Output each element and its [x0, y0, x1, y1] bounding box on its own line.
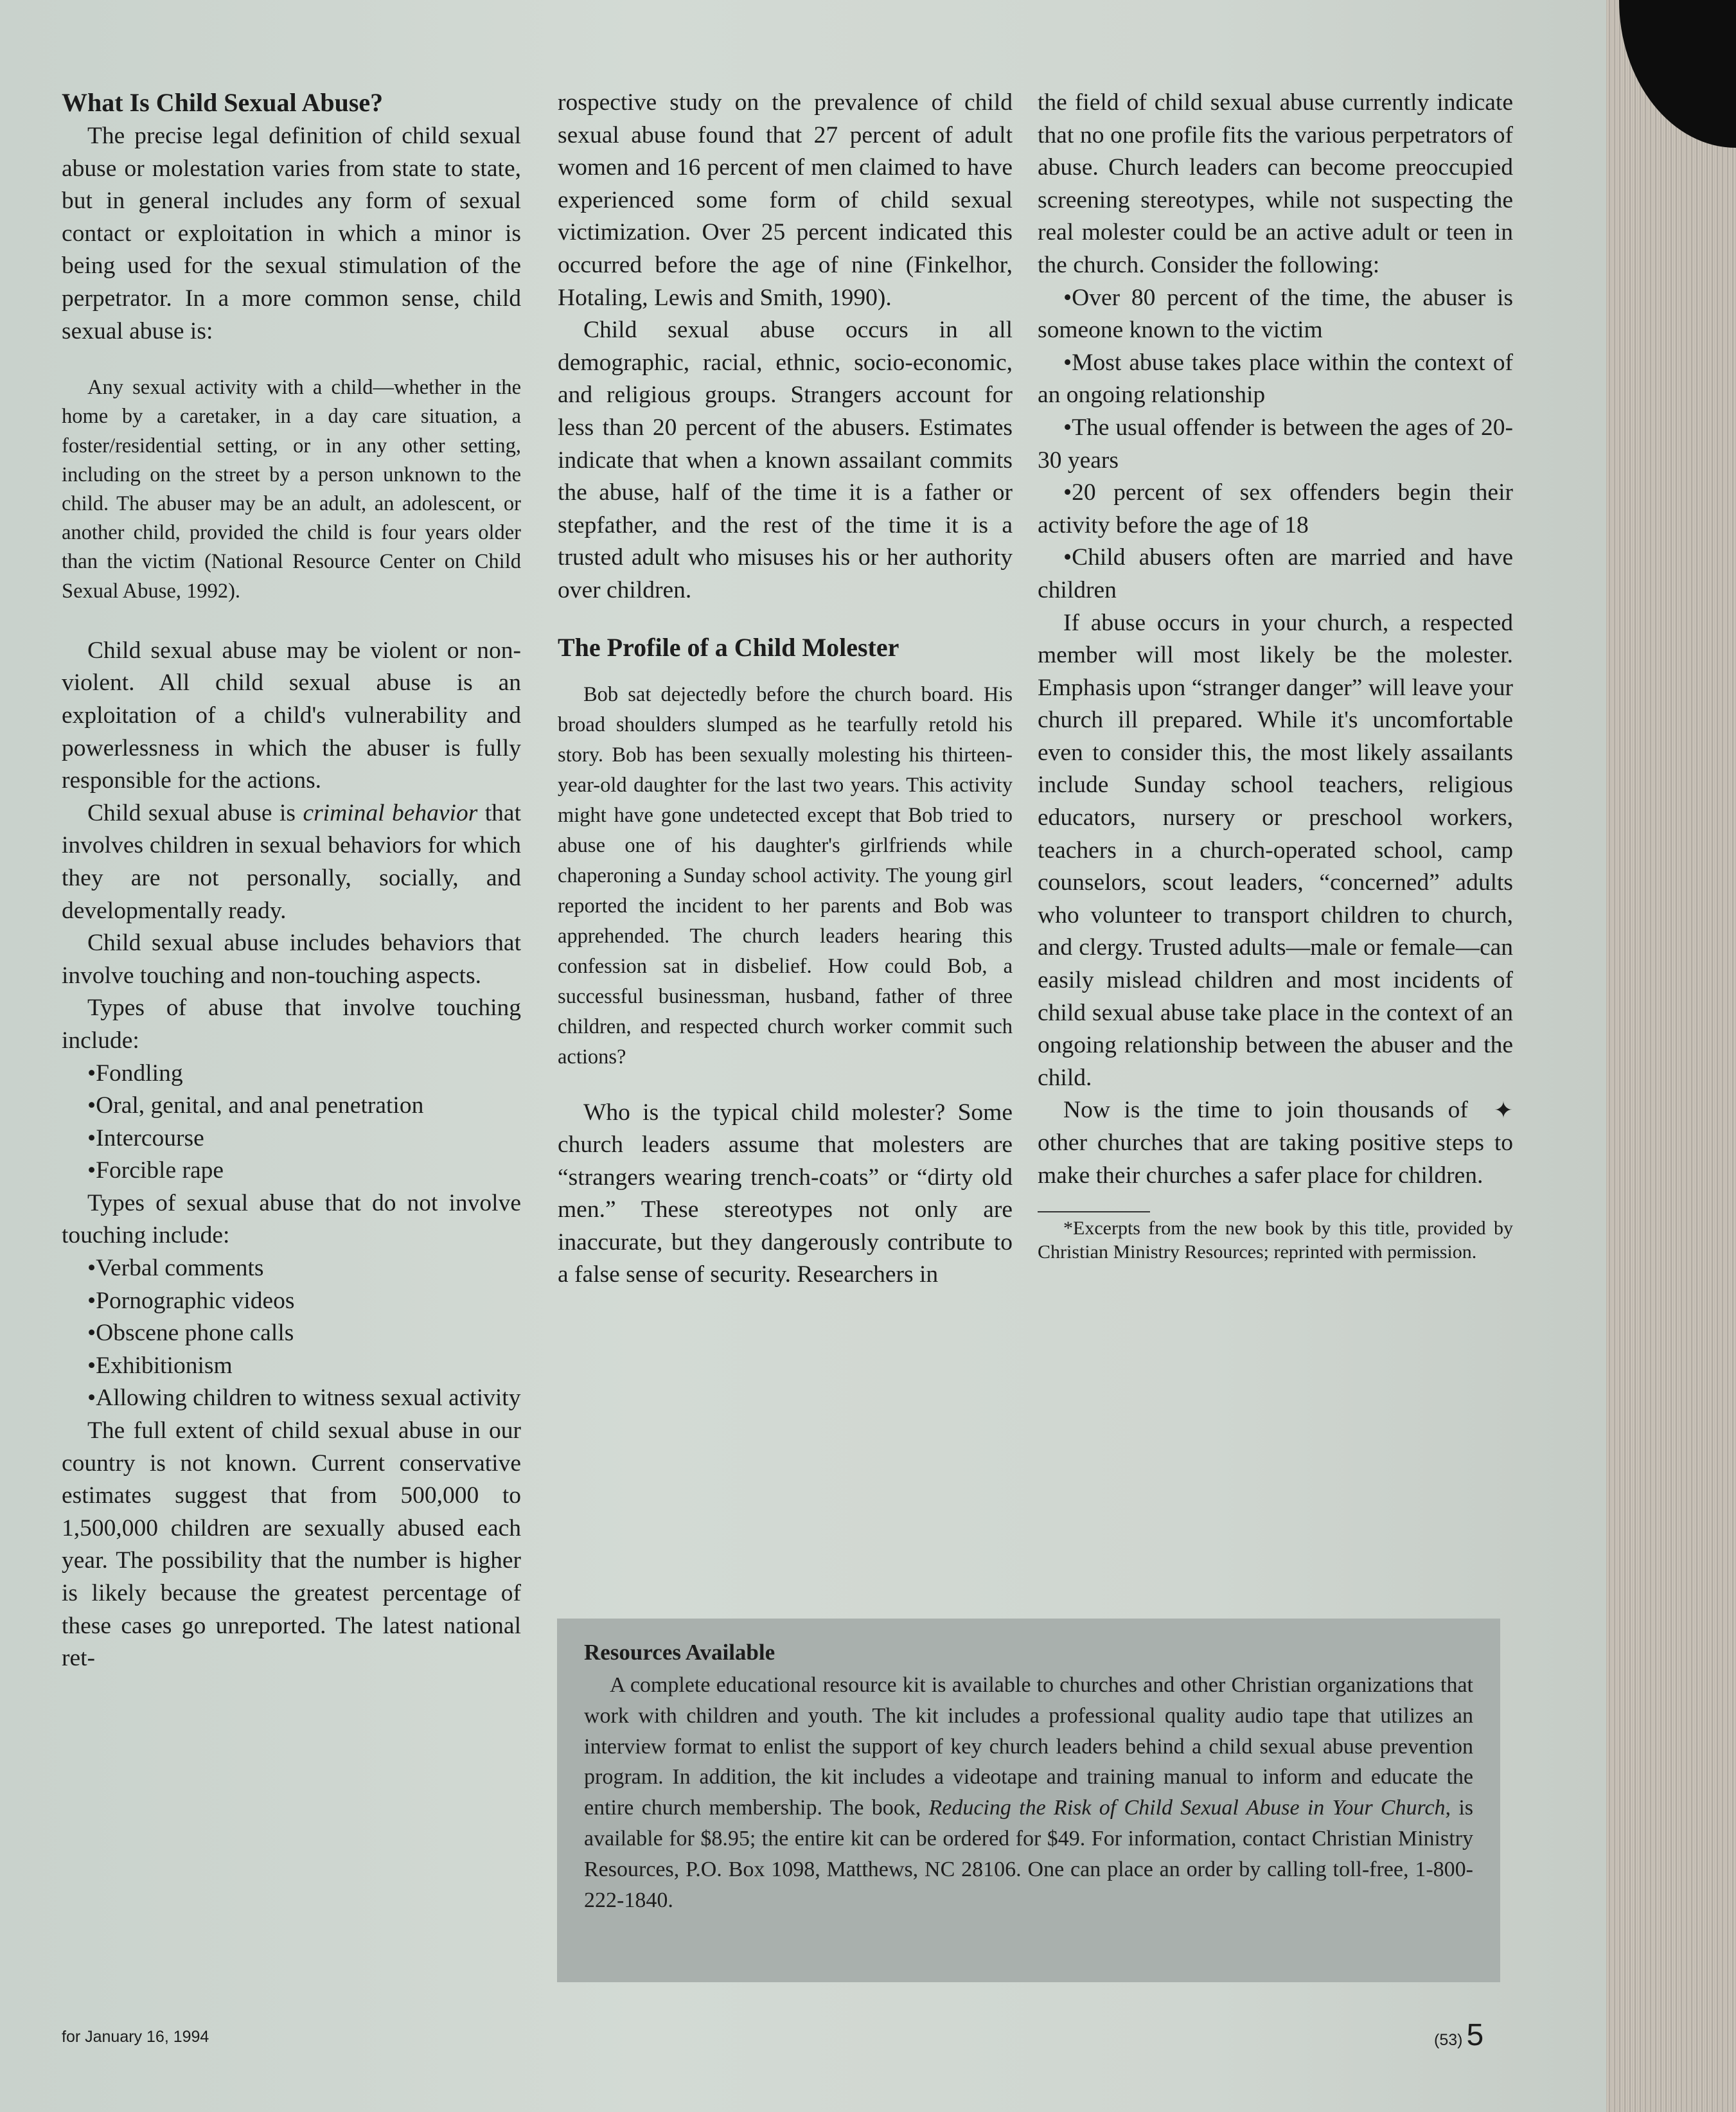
- case-story: [558, 680, 1013, 1072]
- story-text: Bob sat dejectedly before the church board. His broad shoulders slumped as he tearfully retold his story. Bob has been sexually molesting his thirteen-year-old daughter for the last two years. This activity might have gone undetected except that Bob tried to abuse one of his daughter's girlfriends while chaperoning a Sunday school activity. The young girl reported the incident to her parents and Bob was apprehended. The church leaders hearing this confession sat in disbelief. How could Bob, a successful businessman, husband, father of three children, and respected church worker commit such actions?: [558, 682, 1013, 1069]
- footnote-rule: [1038, 1211, 1150, 1212]
- paragraph: Types of abuse that involve touching include:: [62, 995, 521, 1054]
- page-number-block: [1434, 2018, 1484, 2053]
- paragraph: Types of sexual abuse that do not involve touching include:: [62, 1189, 521, 1249]
- paragraph: Child sexual abuse may be violent or non-violent. All child sexual abuse is an exploitation of a child's vulnerability and powerlessness in which the abuser is fully responsible for the actions.: [62, 637, 521, 794]
- list-item: •Child abusers often are married and have children: [1038, 544, 1513, 603]
- book-title: Reducing the Risk of Child Sexual Abuse in Your Church,: [928, 1796, 1451, 1820]
- emphasis: criminal behavior: [303, 799, 478, 826]
- list-item: •The usual offender is between the ages of 20-30 years: [1038, 414, 1513, 474]
- page-stack-edge: [1606, 0, 1736, 2112]
- page-number: 5: [1466, 2018, 1484, 2052]
- paragraph: rospective study on the prevalence of child sexual abuse found that 27 percent of adult women and 16 percent of men claimed to have experienced some form of child sexual victimization. Over 25 percent indicated this occurred before the age of nine (Finkelhor, Hotaling, Lewis and Smith, 1990).: [558, 89, 1013, 311]
- list-item: •Obscene phone calls: [87, 1320, 294, 1347]
- list-item: •Forcible rape: [87, 1157, 224, 1184]
- section-heading-profile: The Profile of a Child Molester: [558, 632, 899, 662]
- definition-quote: [62, 373, 521, 606]
- list-item: •Allowing children to witness sexual activity: [87, 1385, 521, 1412]
- paragraph: ✦ Now is the time to join thousands of other churches that are taking positive steps to make their churches a safer place for children.: [1038, 1094, 1513, 1192]
- list-item: •Pornographic videos: [87, 1287, 295, 1314]
- paragraph: Who is the typical child molester? Some church leaders assume that molesters are “strangers wearing trench-coats” or “dirty old men.” These stereotypes not only are inaccurate, but they dangerously contribute to a false sense of security. Researchers in: [558, 1099, 1013, 1288]
- list-item: •Over 80 percent of the time, the abuser is someone known to the victim: [1038, 284, 1513, 344]
- issue-date: for January 16, 1994: [62, 2028, 209, 2046]
- resources-heading: Resources Available: [584, 1640, 775, 1665]
- footnote: [1038, 1211, 1513, 1264]
- paragraph: the field of child sexual abuse currently indicate that no one profile fits the various perpetrators of abuse. Church leaders can become preoccupied screening stereotypes, while not suspecting the real molester could be an active adult or teen in the church. Consider the following:: [1038, 89, 1513, 278]
- list-item: •Verbal comments: [87, 1255, 264, 1282]
- footnote-text: *Excerpts from the new book by this title, provided by Christian Ministry Resources; reprinted with permission.: [1038, 1218, 1513, 1263]
- list-item: •Most abuse takes place within the context of an ongoing relationship: [1038, 349, 1513, 409]
- paragraph: Child sexual abuse includes behaviors that involve touching and non-touching aspects.: [62, 930, 521, 989]
- resources-box: [557, 1619, 1500, 1982]
- list-item: •Fondling: [87, 1060, 183, 1087]
- paragraph: Child sexual abuse occurs in all demographic, racial, ethnic, socio-economic, and religious groups. Strangers account for less than 20 percent of the abusers. Estimates indicate that when a known assailant commits the abuse, half of the time it is a father or stepfather, and the rest of the time it is a trusted adult who misuses his or her authority over children.: [558, 317, 1013, 603]
- column-1: [62, 87, 521, 1675]
- issue-page-number: (53): [1434, 2031, 1463, 2049]
- list-item: •Exhibitionism: [87, 1352, 233, 1379]
- paragraph: The precise legal definition of child sexual abuse or molestation varies from state to state, but in general includes any form of sexual contact or exploitation in which a minor is being used for the sexual stimulation of the perpetrator. In a more common sense, child sexual abuse is:: [62, 123, 521, 344]
- list-item: •Oral, genital, and anal penetration: [87, 1092, 424, 1119]
- column-2: [558, 87, 1013, 1291]
- paragraph: Child sexual abuse is criminal behavior that involves children in sexual behaviors for which they are not personally, socially, and developmentally ready.: [62, 799, 521, 924]
- list-item: •20 percent of sex offenders begin their activity before the age of 18: [1038, 479, 1513, 538]
- paragraph: If abuse occurs in your church, a respected member will most likely be the molester. Emphasis upon “stranger danger” will leave your church ill prepared. While it's uncomfortable even to consider this, the most likely assailants include Sunday school teachers, religious educators, nursery or preschool workers, teachers in a church-operated school, camp counselors, scout leaders, “concerned” adults who volunteer to transport children to church, and clergy. Trusted adults—male or female—can easily mislead children and most incidents of child sexual abuse take place in the context of an ongoing relationship between the abuser and the child.: [1038, 609, 1513, 1091]
- quote-text: Any sexual activity with a child—whether in the home by a caretaker, in a day care situation, a foster/residential setting, or in any other setting, including on the street by a person unknown to the child. The abuser may be an adult, an adolescent, or another child, provided the child is four years older than the victim (National Resource Center on Child Sexual Abuse, 1992).: [62, 376, 521, 603]
- column-3: [1038, 87, 1513, 1264]
- list-item: •Intercourse: [87, 1124, 204, 1151]
- resources-text: A complete educational resource kit is available to churches and other Christian organizations that work with children and youth. The kit includes a professional quality audio tape that utilizes an interview format to enlist the support of key church leaders behind a child sexual abuse prevention program. In addition, the kit includes a videotape and training manual to inform and educate the entire church membership. The book, Reducing the Risk of Child Sexual Abuse in Your Church, is available for $8.95; the entire kit can be ordered for $49. For information, contact Christian Ministry Resources, P.O. Box 1098, Matthews, NC 28106. One can place an order by calling toll-free, 1-800-222-1840.: [584, 1673, 1473, 1912]
- end-mark-icon: ✦: [1493, 1097, 1513, 1124]
- section-heading-what-is: What Is Child Sexual Abuse?: [62, 88, 384, 117]
- paragraph: The full extent of child sexual abuse in our country is not known. Current conservative estimates suggest that from 500,000 to 1,500,000 children are sexually abused each year. The possibility that the number is higher is likely because the greatest percentage of these cases go unreported. The latest national ret-: [62, 1417, 521, 1672]
